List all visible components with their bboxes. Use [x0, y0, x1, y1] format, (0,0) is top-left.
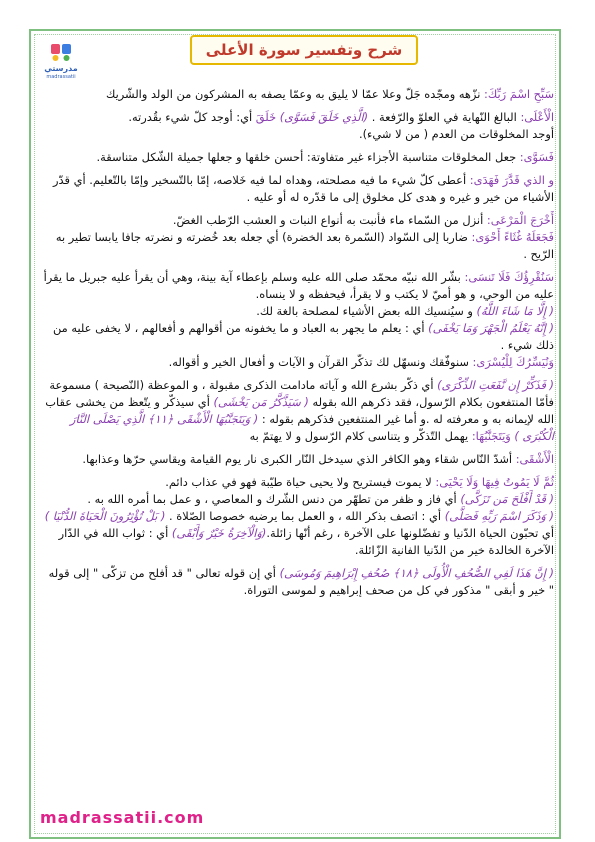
explanation-text: أوجد المخلوقات من العدم ( من لا شيء).: [358, 127, 554, 141]
explanation-text: نزّهه ومجّده جَلّ وعلا عمّا لا يليق به وعمّا يصفه به المشركون من الولد والشّريك: [105, 87, 485, 101]
tafsir-paragraph: [40, 565, 554, 599]
quran-verse: ( وَذَكَرَ اسْمَ رَبِّهِ فَصَلَّى): [444, 509, 554, 523]
page-title-box: [190, 35, 418, 65]
quran-verse: ( إِنَّ هَذَا لَفِي الصُّحُفِ الْأُولَى ﴿١٨﴾ صُحُفِ إِبْرَاهِيمَ وَمُوسَى): [279, 566, 554, 580]
keyword-term: الْأَعْلَى:: [520, 110, 554, 124]
keyword-term: فَجَعَلَهُ غُثَاءً أَحْوَى:: [471, 230, 554, 244]
tafsir-content: [40, 86, 554, 605]
quran-verse: ( إِنَّهُ يَعْلَمُ الْجَهْرَ وَمَا يَخْفَى): [428, 321, 554, 335]
tafsir-paragraph: [40, 377, 554, 445]
tafsir-paragraph: [40, 451, 554, 468]
explanation-text: أي سيذكّر و يتّعظ من يخشى عقاب الله لإيمانه به و معرفته له .و أما غير المنتفعين فذكرهم بقوله :: [45, 395, 554, 426]
tafsir-paragraph: [40, 212, 554, 263]
keyword-term: خَلَقَ: [255, 110, 280, 124]
quran-verse: ( فَذَكِّرْ إِن نَّفَعَتِ الذِّكْرَى): [437, 378, 554, 392]
page-title: شرح وتفسير سورة الأعلى: [205, 41, 403, 59]
explanation-text: يهمل التّذكّر و يتناسى كلام الرّسول و لا يهتمّ به: [249, 429, 472, 443]
quran-verse: ( إِلَّا مَا شَاءَ اللَّهُ): [476, 304, 554, 318]
watermark: madrassatii.com: [40, 808, 205, 827]
explanation-text: لا يموت فيستريح ولا يحيى حياة طيّبة فهو في عذاب دائم.: [165, 475, 436, 489]
logo-text: مدرستي: [44, 64, 78, 73]
explanation-text: أي : ثواب الله في الدّار الآخرة الخالدة خير من الدّنيا الفانية الزّائلة.: [58, 526, 554, 557]
explanation-text: أي : اتصف بذكر الله ، و العمل بما يرضيه خصوصا الصّلاة .: [165, 509, 445, 523]
explanation-text: أنزل من السّماء ماء فأنبت به أنواع النبات و العشب الرّطب الغضّ.: [172, 213, 487, 227]
explanation-text: أي تحبّون الحياة الدّنيا و تفضّلونها على الآخرة ، رغم أنّها زائلة.: [266, 526, 554, 540]
logo-subtext: madrassatii: [46, 74, 76, 80]
explanation-text: بشّر الله نبيّه محمّد صلى الله عليه وسلم بإعطاء آية بينة، وهي أن يقرأ عليه جبريل ما يقرأ عليه من الوحي، و هو أميّ لا يكتب و لا يقرأ، فيحفظه و لا ينساه.: [43, 270, 554, 301]
explanation-text: أعطى كلّ شيء ما فيه مصلحته، وهداه لما فيه خَلاصه، إمّا بالتّسخير وإمّا بالتّعليم. أي قدّر الأشياء من خير و غيره و هدى كل مخلوق إلى ما قدّره له أو عليه .: [53, 173, 554, 204]
keyword-term: أَخْرَجَ الْمَرْعَى:: [486, 213, 554, 227]
quran-verse: ( سَيَذَّكَّرُ مَن يَخْشَى): [213, 395, 309, 409]
keyword-term: فَسَوَّى:: [519, 150, 554, 164]
explanation-text: أي فاز و ظفر من تطهّر من دنس الشّرك و المعاصي ، و عمل بما أمره الله به .: [87, 492, 461, 506]
keyword-term: سَبِّحِ اسْمَ رَبِّكَ:: [484, 87, 554, 101]
explanation-text: سنوفّقك ونسهّل لك تذكّر القرآن و الآيات و أفعال الخير و أقواله.: [168, 355, 473, 369]
explanation-text: البالغ النّهاية في العلوّ والرّفعة .: [368, 110, 521, 124]
tafsir-paragraph: [40, 109, 554, 143]
keyword-term: و الذي قَدَّرَ فَهَدَى:: [469, 173, 554, 187]
explanation-text: أي: أوجد كلّ شيء بقُدرته.: [128, 110, 256, 124]
keyword-term: الْأَشْقَى:: [515, 452, 554, 466]
keyword-term: وَيَتَجَنَّبُهَا:: [471, 429, 515, 443]
quran-verse: (وَالْآخِرَةُ خَيْرٌ وَأَبْقَى): [171, 526, 267, 540]
tafsir-paragraph: [40, 172, 554, 206]
explanation-text: ضاربا إلى السّواد (السّمرة بعد الخضرة) أي جعله بعد خُضرته و نضرته جافا يابسا تطير به الرّيح .: [55, 230, 554, 261]
explanation-text: أي إن قوله تعالى " قد أفلح من تزكّى " إلى قوله " خير و أبقى " مذكور في كل من صحف إبراهيم و لموسى التوراة.: [48, 566, 554, 597]
explanation-text: أي ذكّر بشرع الله و آياته مادامت الذكرى مقبولة ، و الموعظة (النّصيحة ) مسموعة فأمّا المنتفعون بكلام الرّسول، فقد ذكرهم الله بقوله: [49, 378, 554, 409]
keyword-term: سَنُقْرِؤُكَ فَلَا تَنسَى:: [464, 270, 554, 284]
tafsir-paragraph: [40, 474, 554, 559]
site-logo: [38, 42, 84, 88]
tafsir-paragraph: [40, 269, 554, 371]
keyword-term: وَنُيَسِّرُكَ لِلْيُسْرَى:: [472, 355, 554, 369]
tafsir-paragraph: [40, 86, 554, 103]
keyword-term: ثُمَّ لَا يَمُوتُ فِيهَا وَلَا يَحْيَى:: [435, 475, 554, 489]
logo-icon: [48, 42, 74, 64]
tafsir-paragraph: [40, 149, 554, 166]
explanation-text: جعل المخلوقات متناسبة الأجزاء غير متفاوتة: أحسن خلقها و جعلها جميلة الشّكل متناسقة.: [96, 150, 520, 164]
explanation-text: و سيُنسيك الله بعض الأشياء لمصلحة بالغة لك.: [256, 304, 477, 318]
explanation-text: أي : يعلم ما يجهر به العباد و ما يخفونه من أقوالهم و أفعالهم ، لا يخفى عليه من ذلك شيء .: [52, 321, 554, 352]
quran-verse: ( وَيَتَجَنَّبُهَا الْأَشْقَى ﴿١١﴾ الَّذِي يَصْلَى النَّارَ الْكُبْرَى ): [70, 412, 554, 443]
explanation-text: أشدّ النّاس شقاء وهو الكافر الذي سيدخل النّار الكبرى نار يوم القيامة ويقاسي حرّها وعذابها.: [82, 452, 516, 466]
quran-verse: (الَّذِي خَلَقَ فَسَوَّى): [279, 110, 369, 124]
quran-verse: ( بَلْ تُؤْثِرُونَ الْحَيَاةَ الدُّنْيَا ): [44, 509, 166, 523]
quran-verse: ( قَدْ أَفْلَحَ مَن تَزَكَّى): [460, 492, 554, 506]
